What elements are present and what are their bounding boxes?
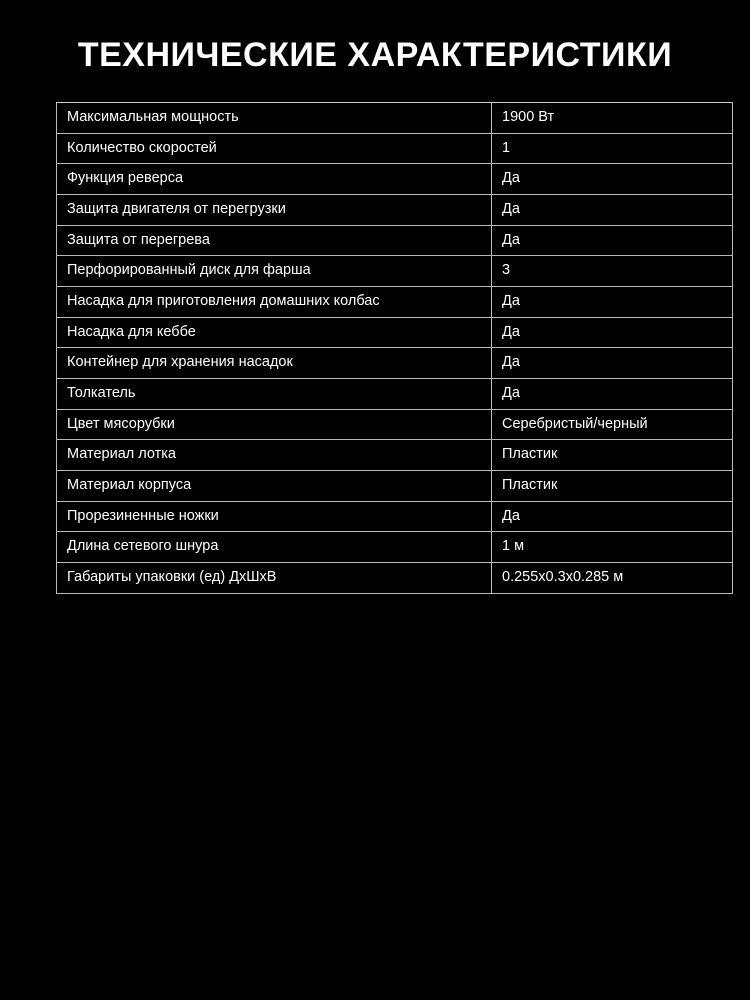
spec-name-cell: Функция реверса — [57, 164, 492, 195]
specifications-table — [56, 102, 733, 594]
table-row — [57, 532, 733, 563]
spec-name-cell: Длина сетевого шнура — [57, 532, 492, 563]
table-row — [57, 409, 733, 440]
spec-name-cell: Насадка для приготовления домашних колбас — [57, 287, 492, 318]
spec-name-cell: Материал корпуса — [57, 471, 492, 502]
spec-value-cell: Да — [492, 287, 733, 318]
table-row — [57, 348, 733, 379]
spec-value-cell: Пластик — [492, 440, 733, 471]
spec-value-cell: 0.255х0.3х0.285 м — [492, 563, 733, 594]
spec-value-cell: 3 — [492, 256, 733, 287]
spec-value-cell: Да — [492, 225, 733, 256]
spec-value-cell: Да — [492, 195, 733, 226]
spec-name-cell: Толкатель — [57, 379, 492, 410]
spec-name-cell: Насадка для кеббе — [57, 317, 492, 348]
spec-name-cell: Габариты упаковки (ед) ДхШхВ — [57, 563, 492, 594]
table-row — [57, 379, 733, 410]
spec-name-cell: Защита от перегрева — [57, 225, 492, 256]
table-row — [57, 563, 733, 594]
spec-name-cell: Прорезиненные ножки — [57, 501, 492, 532]
spec-value-cell: 1900 Вт — [492, 103, 733, 134]
spec-value-cell: 1 м — [492, 532, 733, 563]
table-row — [57, 471, 733, 502]
specifications-table-body — [57, 103, 733, 594]
table-row — [57, 164, 733, 195]
spec-value-cell: 1 — [492, 133, 733, 164]
table-row — [57, 440, 733, 471]
spec-value-cell: Серебристый/черный — [492, 409, 733, 440]
table-row — [57, 501, 733, 532]
spec-name-cell: Перфорированный диск для фарша — [57, 256, 492, 287]
spec-value-cell: Да — [492, 348, 733, 379]
spec-value-cell: Да — [492, 164, 733, 195]
spec-value-cell: Да — [492, 379, 733, 410]
spec-name-cell: Максимальная мощность — [57, 103, 492, 134]
spec-value-cell: Пластик — [492, 471, 733, 502]
spec-value-cell: Да — [492, 501, 733, 532]
page-title: ТЕХНИЧЕСКИЕ ХАРАКТЕРИСТИКИ — [77, 36, 673, 74]
table-row — [57, 195, 733, 226]
spec-name-cell: Цвет мясорубки — [57, 409, 492, 440]
table-row — [57, 256, 733, 287]
table-row — [57, 287, 733, 318]
spec-name-cell: Защита двигателя от перегрузки — [57, 195, 492, 226]
spec-name-cell: Количество скоростей — [57, 133, 492, 164]
table-row — [57, 317, 733, 348]
spec-name-cell: Материал лотка — [57, 440, 492, 471]
spec-name-cell: Контейнер для хранения насадок — [57, 348, 492, 379]
table-row — [57, 225, 733, 256]
table-row — [57, 133, 733, 164]
spec-value-cell: Да — [492, 317, 733, 348]
table-row — [57, 103, 733, 134]
